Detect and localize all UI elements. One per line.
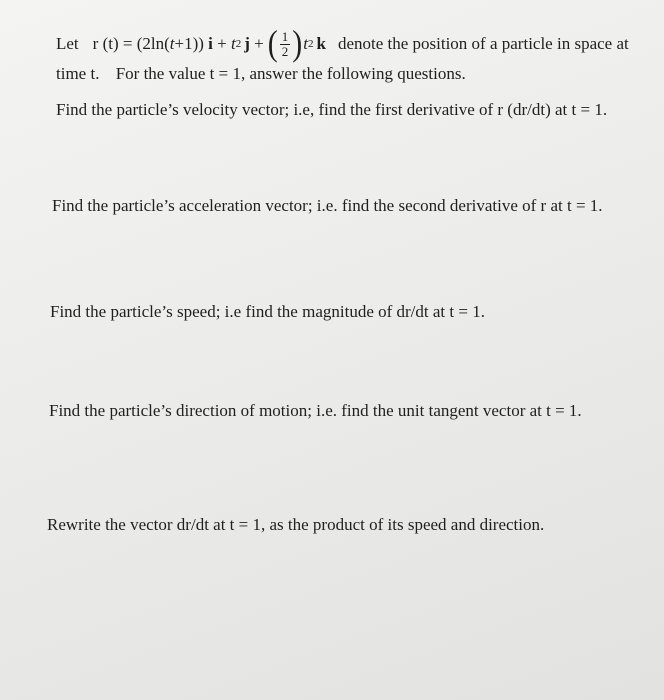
denote-text: denote the position of a particle in space at (337, 34, 629, 53)
question-velocity: Find the particle’s velocity vector; i.e, find the first derivative of r (dr/dt) at t = 1. (56, 100, 608, 119)
plus-sign-1: + (212, 34, 231, 53)
let-word: Let (56, 34, 79, 53)
var-t-1: t (169, 34, 175, 53)
position-function: r (t) = (2ln( t +1)) i + t 2 j + ( $\frac{1}{2}$ ) t 2 k (92, 23, 326, 64)
question-acceleration: Find the particle’s acceleration vector; i.e. find the second derivative of r at t = 1. (52, 196, 603, 215)
left-paren: ( (267, 23, 278, 64)
right-paren: ) (292, 23, 303, 64)
question-direction: Find the particle’s direction of motion; i.e. find the unit tangent vector at t = 1. (49, 401, 582, 420)
var-t-3: t (303, 34, 308, 53)
r-of-t: r (t) = (2ln( (92, 34, 170, 53)
unit-i: i (208, 34, 213, 53)
half-fraction-group (267, 23, 303, 64)
fraction (280, 30, 291, 59)
value-instruction: For the value t = 1, answer the following questions. (115, 64, 466, 83)
var-t-2: t (230, 34, 236, 53)
intro-line-1 (56, 23, 629, 64)
plus-one: +1)) (174, 34, 209, 53)
question-speed: Find the particle’s speed; i.e find the magnitude of dr/dt at t = 1. (50, 302, 485, 321)
plus-sign-2: + (249, 34, 264, 53)
time-t-text: time t. (56, 64, 100, 83)
fraction-denominator: 2 (281, 43, 289, 59)
unit-k: k (316, 34, 326, 53)
question-rewrite: Rewrite the vector dr/dt at t = 1, as the product of its speed and direction. (47, 515, 545, 534)
unit-j: j (244, 34, 250, 53)
fraction-numerator: 1 (281, 28, 289, 44)
intro-line-2 (56, 64, 466, 84)
